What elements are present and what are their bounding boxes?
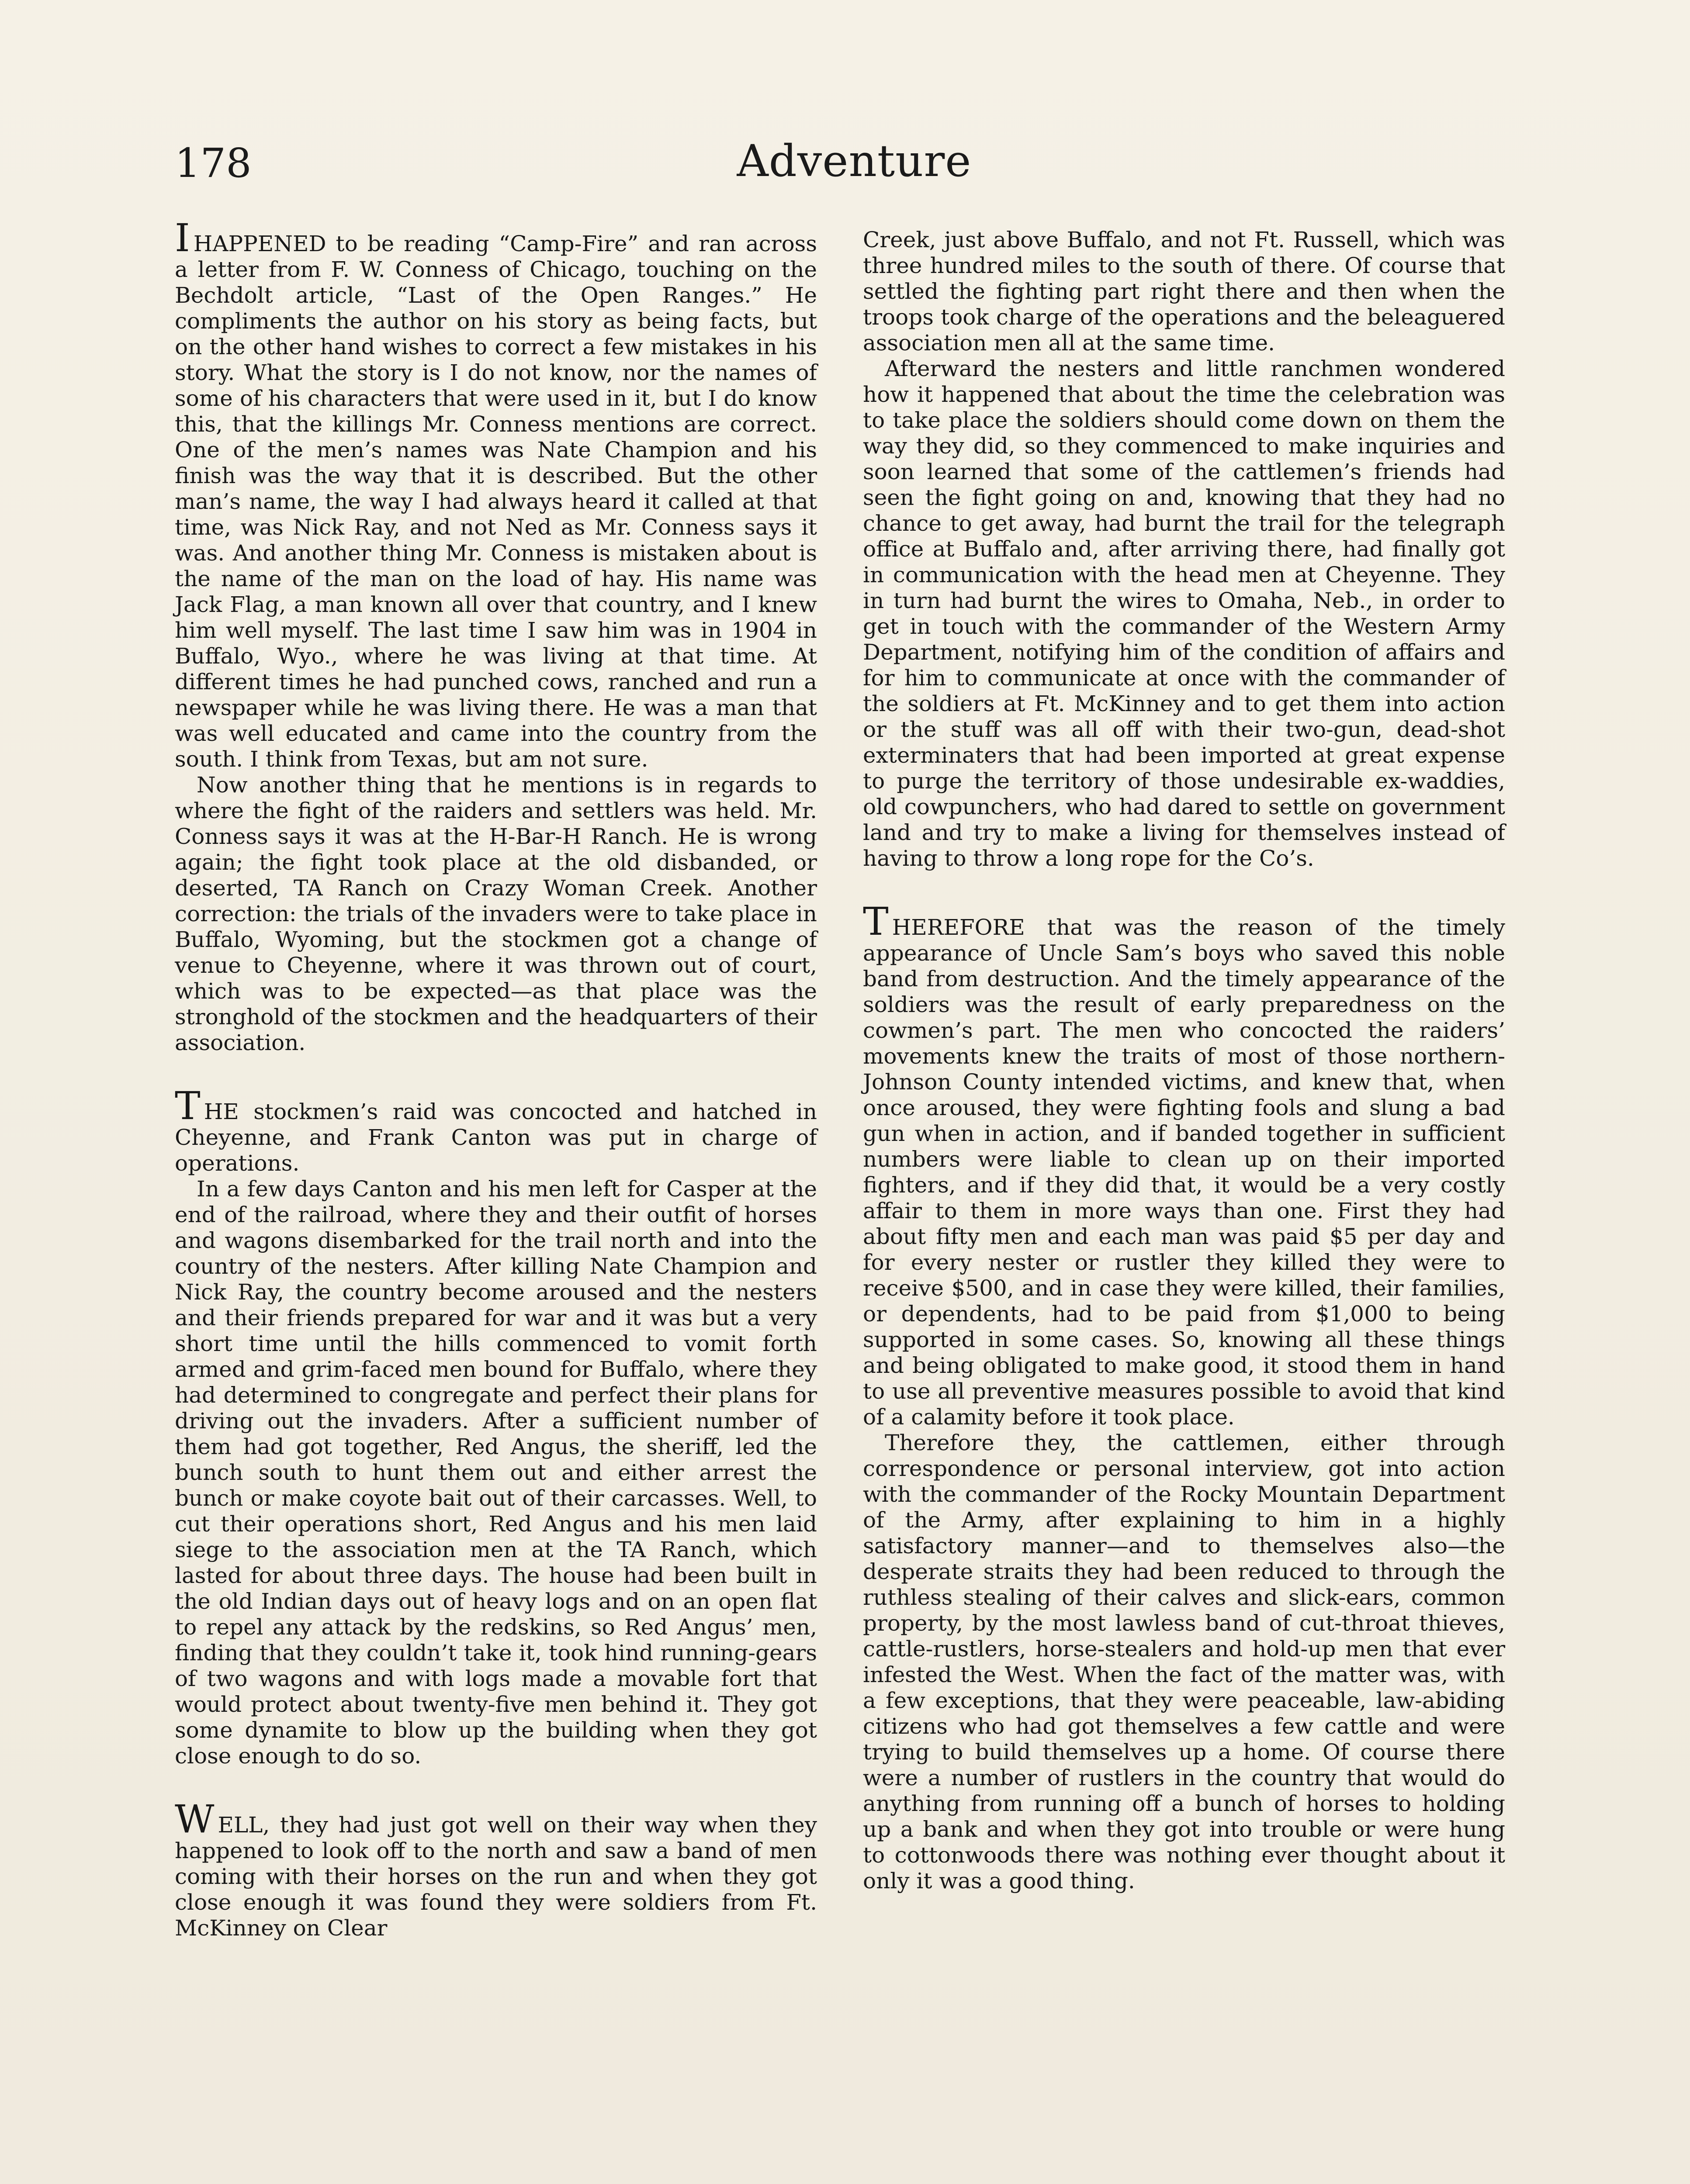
paragraph: [175, 1083, 817, 1176]
drop-cap: W: [175, 1797, 215, 1842]
paragraph: Creek, just above Buffalo, and not Ft. Russell, which was three hundred miles to the south of there. Of course that settled the fighting part right there and then when the troops took charge of the operations and the beleaguered association men all at the same time.: [863, 227, 1505, 356]
magazine-title: Adventure: [737, 135, 972, 187]
right-column: [863, 227, 1505, 1894]
paragraph: Afterward the nesters and little ranchmen wondered how it happened that about the time the celebration was to take place the soldiers should come down on them the way they did, so they commenced to make inquiries and soon learned that some of the cattlemen’s friends had seen the fight going on and, knowing that they had no chance to get away, had burnt the trail for the telegraph office at Buffalo and, after arriving there, had finally got in communication with the head men at Cheyenne. They in turn had burnt the wires to Omaha, Neb., in order to get in touch with the commander of the Western Army Department, notifying him of the condition of affairs and for him to communicate at once with the commander of the soldiers at Ft. McKinney and to get them into action or the stuff was all off with their two-gun, dead-shot exterminaters that had been imported at great expense to purge the territory of those undesirable ex-waddies, old cowpunchers, who had dared to settle on government land and try to make a living for themselves instead of having to throw a long rope for the Co’s.: [863, 356, 1505, 871]
paragraph: [175, 215, 817, 772]
paragraph-text: ELL, they had just got well on their way when they happened to look off to the north and saw a band of men coming with their horses on the run and when they got close enough it was found they were soldiers from Ft. McKinney on Clear: [175, 1812, 817, 1941]
paragraph-text: HEREFORE that was the reason of the timely appearance of Uncle Sam’s boys who saved this noble band from destruction. And the timely appearance of the soldiers was the result of early preparedness on the cowmen’s part. The men who concocted the raiders’ movements knew the traits of most of those northern-Johnson County intended victims, and knew that, when once aroused, they were fighting fools and slung a bad gun when in action, and if banded together in sufficient numbers were liable to clean up on their imported fighters, and if they did that, it would be a very costly affair to them in more ways than one. First they had about fifty men and each man was paid $5 per day and for every nester or rustler they killed they were to receive $500, and in case they were killed, their families, or dependents, had to be paid from $1,000 to being supported in some cases. So, knowing all these things and being obligated to make good, it stood them in hand to use all preventive measures possible to avoid that kind of a calamity before it took place.: [863, 915, 1505, 1430]
drop-cap: T: [175, 1083, 201, 1128]
paragraph: [863, 899, 1505, 1430]
paragraph: In a few days Canton and his men left for Casper at the end of the railroad, where they and their outfit of horses and wagons disembarked for the trail north and into the country of the nesters. After killing Nate Champion and Nick Ray, the country become aroused and the nesters and their friends prepared for war and it was but a very short time until the hills commenced to vomit forth armed and grim-faced men bound for Buffalo, where they had determined to congregate and perfect their plans for driving out the invaders. After a sufficient number of them had got together, Red Angus, the sheriff, led the bunch south to hunt them out and either arrest the bunch or make coyote bait out of their carcasses. Well, to cut their operations short, Red Angus and his men laid siege to the association men at the TA Ranch, which lasted for about three days. The house had been built in the old Indian days out of heavy logs and on an open flat to repel any attack by the redskins, so Red Angus’ men, finding that they couldn’t take it, took hind running-gears of two wagons and with logs made a movable fort that would protect about twenty-five men behind it. They got some dynamite to blow up the building when they got close enough to do so.: [175, 1176, 817, 1769]
drop-cap: T: [863, 899, 889, 944]
paragraph-text: HE stockmen’s raid was concocted and hatched in Cheyenne, and Frank Canton was put in charge of operations.: [175, 1099, 817, 1176]
paragraph: Therefore they, the cattlemen, either through correspondence or personal interview, got into action with the commander of the Rocky Mountain Department of the Army, after explaining to him in a highly satisfactory manner—and to themselves also—the desperate straits they had been reduced to through the ruthless stealing of their calves and slick-ears, common property, by the most lawless band of cut-throat thieves, cattle-rustlers, horse-stealers and hold-up men that ever infested the West. When the fact of the matter was, with a few exceptions, that they were peaceable, law-abiding citizens who had got themselves a few cattle and were trying to build themselves up a home. Of course there were a number of rustlers in the country that would do anything from running off a bunch of horses to holding up a bank and when they got into trouble or were hung to cottonwoods there was nothing ever thought about it only it was a good thing.: [863, 1430, 1505, 1894]
page-number: 178: [175, 140, 252, 187]
left-column: [175, 215, 817, 1941]
drop-cap: I: [175, 215, 190, 260]
paragraph: Now another thing that he mentions is in regards to where the fight of the raiders and settlers was held. Mr. Conness says it was at the H-Bar-H Ranch. He is wrong again; the fight took place at the old disbanded, or deserted, TA Ranch on Crazy Woman Creek. Another correction: the trials of the invaders were to take place in Buffalo, Wyoming, but the stockmen got a change of venue to Cheyenne, where it was thrown out of court, which was to be expected—as that place was the stronghold of the stockmen and the headquarters of their association.: [175, 772, 817, 1055]
paragraph: [175, 1797, 817, 1941]
paragraph-text: HAPPENED to be reading “Camp-Fire” and ran across a letter from F. W. Conness of Chicago, touching on the Bechdolt article, “Last of the Open Ranges.” He compliments the author on his story as being facts, but on the other hand wishes to correct a few mistakes in his story. What the story is I do not know, nor the names of some of his characters that were used in it, but I do know this, that the killings Mr. Conness mentions are correct. One of the men’s names was Nate Champion and his finish was the way that it is described. But the other man’s name, the way I had always heard it called at that time, was Nick Ray, and not Ned as Mr. Conness says it was. And another thing Mr. Conness is mistaken about is the name of the man on the load of hay. His name was Jack Flag, a man known all over that country, and I knew him well myself. The last time I saw him was in 1904 in Buffalo, Wyo., where he was living at that time. At different times he had punched cows, ranched and run a newspaper while he was living there. He was a man that was well educated and came into the country from the south. I think from Texas, but am not sure.: [175, 231, 817, 772]
page-header: [175, 135, 1534, 201]
